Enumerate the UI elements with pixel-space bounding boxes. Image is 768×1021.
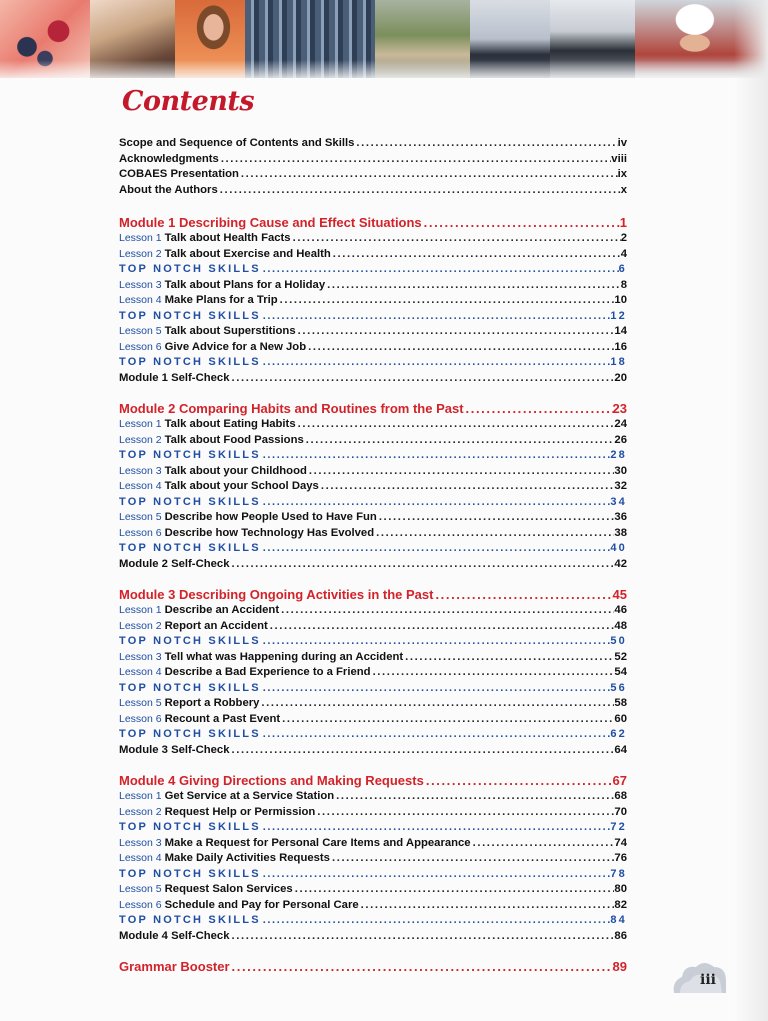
leader-dots	[330, 852, 614, 864]
page-ref: 28	[610, 449, 627, 461]
leader-dots	[261, 914, 611, 926]
lesson-number: Lesson 6	[119, 526, 162, 539]
entry-label	[119, 168, 239, 180]
page-ref: 36	[614, 511, 627, 523]
leader-dots	[354, 137, 617, 149]
entry-label	[119, 587, 433, 602]
entry-label	[119, 325, 296, 337]
entry-label	[119, 294, 278, 306]
toc-entry	[119, 790, 627, 806]
toc-entry	[119, 341, 627, 357]
page-ref: 8	[620, 278, 627, 291]
lesson-number: Lesson 2	[119, 805, 162, 818]
page-ref: 64	[614, 743, 627, 756]
entry-label	[119, 434, 304, 446]
entry-text: Module 3 Describing Ongoing Activities in the Past	[119, 587, 434, 602]
leader-dots	[239, 168, 618, 180]
leader-dots	[293, 883, 615, 895]
entry-text: Talk about Health Facts	[164, 232, 291, 244]
entry-text: Module 1 Self-Check	[119, 371, 230, 384]
entry-text: TOP NOTCH SKILLS	[119, 728, 261, 740]
page-ref: 46	[614, 604, 627, 616]
toc-entry	[119, 666, 627, 682]
toc-entry	[119, 372, 627, 388]
entry-label	[119, 465, 307, 477]
entry-text: Describe an Accident	[164, 604, 280, 616]
entry-label	[119, 806, 315, 818]
entry-text: TOP NOTCH SKILLS	[119, 495, 261, 508]
page-ref: 78	[610, 867, 627, 880]
entry-text: Recount a Past Event	[164, 712, 281, 725]
leader-dots	[291, 232, 621, 244]
top-notch-skills-entry	[119, 356, 627, 372]
lesson-number: Lesson 1	[119, 790, 162, 802]
top-notch-skills-entry	[119, 728, 627, 744]
entry-label	[119, 666, 371, 678]
page-ref: 52	[614, 650, 627, 663]
page-ref: 12	[610, 309, 627, 322]
top-notch-skills-entry	[119, 682, 627, 698]
entry-text: Request Help or Permission	[164, 805, 316, 818]
leader-dots	[229, 372, 614, 384]
lesson-number: Lesson 6	[119, 712, 162, 725]
entry-label	[119, 527, 374, 539]
toc-entry	[119, 153, 627, 169]
entry-text: Describe how Technology Has Evolved	[164, 526, 375, 539]
toc-entry	[119, 527, 627, 543]
toc-entry	[119, 325, 627, 341]
toc-entry	[119, 899, 627, 915]
page-ref: 72	[610, 821, 627, 833]
top-notch-skills-entry	[119, 263, 627, 279]
leader-dots	[306, 341, 614, 353]
entry-text: TOP NOTCH SKILLS	[119, 263, 261, 275]
entry-label	[119, 728, 261, 740]
lesson-number: Lesson 5	[119, 883, 162, 895]
entry-label	[119, 713, 280, 725]
entry-label	[119, 914, 261, 926]
entry-text: Talk about your School Days	[164, 480, 319, 492]
module-heading	[119, 215, 627, 232]
entry-text: TOP NOTCH SKILLS	[119, 914, 261, 926]
lesson-number: Lesson 2	[119, 433, 162, 446]
leader-dots	[261, 682, 611, 694]
leader-dots	[261, 310, 611, 322]
toc-entry	[119, 168, 627, 184]
page-ref: iv	[617, 137, 627, 149]
page-ref: 24	[614, 418, 627, 430]
entry-label	[119, 868, 261, 880]
entry-text: Grammar Booster	[119, 959, 230, 974]
entry-label	[119, 310, 261, 322]
entry-text: TOP NOTCH SKILLS	[119, 449, 261, 461]
entry-label	[119, 852, 330, 864]
page-ref: 60	[614, 712, 627, 725]
leader-dots	[230, 959, 613, 974]
entry-text: Module 1 Describing Cause and Effect Situations	[119, 215, 422, 230]
leader-dots	[296, 325, 615, 337]
entry-label	[119, 511, 377, 523]
lesson-number: Lesson 3	[119, 650, 162, 663]
page-ref: 42	[614, 557, 627, 570]
leader-dots	[464, 401, 613, 416]
toc-entry	[119, 184, 627, 200]
entry-label	[119, 372, 229, 384]
page-ref: 18	[610, 356, 627, 368]
page-ref: 68	[614, 790, 627, 802]
page-corner-decoration	[668, 955, 728, 995]
entry-label	[119, 153, 219, 165]
leader-dots	[261, 821, 611, 833]
entry-label	[119, 263, 261, 275]
page-ref: 2	[620, 232, 627, 244]
lesson-number: Lesson 5	[119, 325, 162, 337]
entry-label	[119, 418, 296, 430]
module-heading	[119, 401, 627, 418]
lesson-number: Lesson 3	[119, 464, 162, 477]
toc-entry	[119, 651, 627, 667]
entry-text: Request Salon Services	[164, 883, 293, 895]
entry-label	[119, 215, 422, 230]
entry-label	[119, 279, 325, 291]
entry-label	[119, 480, 319, 492]
page-ref: 4	[620, 247, 627, 260]
entry-label	[119, 682, 261, 694]
entry-label	[119, 773, 424, 788]
toc-entry	[119, 511, 627, 527]
leader-dots	[471, 837, 615, 849]
leader-dots	[304, 434, 615, 446]
leader-dots	[218, 184, 621, 196]
entry-text: Module 4 Self-Check	[119, 929, 230, 942]
table-of-contents	[119, 137, 627, 976]
leader-dots	[315, 806, 614, 818]
toc-entry	[119, 620, 627, 636]
entry-label	[119, 356, 261, 368]
page-ref: 40	[610, 542, 627, 554]
entry-text: Make a Request for Personal Care Items and Appearance	[164, 836, 471, 849]
entry-text: TOP NOTCH SKILLS	[119, 681, 261, 694]
leader-dots	[307, 465, 615, 477]
leader-dots	[261, 496, 611, 508]
top-notch-skills-entry	[119, 542, 627, 558]
entry-label	[119, 137, 354, 149]
entry-text: Talk about Plans for a Holiday	[164, 278, 326, 291]
lesson-number: Lesson 4	[119, 852, 162, 864]
entry-text: Describe how People Used to Have Fun	[164, 511, 377, 523]
entry-text: Talk about your Childhood	[164, 464, 307, 477]
entry-text: TOP NOTCH SKILLS	[119, 356, 261, 368]
entry-text: Acknowledgments	[119, 152, 219, 165]
toc-entry	[119, 465, 627, 481]
leader-dots	[261, 356, 611, 368]
toc-entry	[119, 480, 627, 496]
entry-label	[119, 232, 291, 244]
entry-label	[119, 883, 293, 895]
lesson-number: Lesson 4	[119, 666, 162, 678]
entry-label	[119, 790, 334, 802]
lesson-number: Lesson 6	[119, 340, 162, 353]
photo-banner	[0, 0, 768, 78]
leader-dots	[261, 449, 611, 461]
page-ref: 38	[614, 526, 627, 539]
page-ref: 62	[610, 728, 627, 740]
top-notch-skills-entry	[119, 496, 627, 512]
entry-label	[119, 635, 261, 647]
page-ref: 26	[614, 433, 627, 446]
page-ref: viii	[611, 152, 627, 165]
entry-text: TOP NOTCH SKILLS	[119, 867, 261, 880]
leader-dots	[229, 558, 614, 570]
leader-dots	[422, 215, 620, 230]
top-notch-skills-entry	[119, 868, 627, 884]
entry-label	[119, 959, 230, 974]
page-ref: 58	[614, 697, 627, 709]
entry-text: Module 3 Self-Check	[119, 743, 230, 756]
entry-text: COBAES Presentation	[119, 168, 239, 180]
entry-label	[119, 449, 261, 461]
leader-dots	[229, 930, 614, 942]
entry-text: Talk about Exercise and Health	[164, 247, 331, 260]
page-ref: 20	[614, 371, 627, 384]
lesson-number: Lesson 2	[119, 247, 162, 260]
entry-label	[119, 401, 464, 416]
page-ref: 1	[619, 215, 627, 230]
lesson-number: Lesson 1	[119, 232, 162, 244]
leader-dots	[259, 697, 614, 709]
leader-dots	[403, 651, 614, 663]
entry-label	[119, 930, 229, 942]
top-notch-skills-entry	[119, 310, 627, 326]
page-ref: 84	[610, 914, 627, 926]
page-ref: 76	[614, 852, 627, 864]
entry-label	[119, 604, 279, 616]
entry-text: Scope and Sequence of Contents and Skills	[119, 137, 355, 149]
entry-text: TOP NOTCH SKILLS	[119, 821, 261, 833]
entry-text: Report an Accident	[164, 619, 268, 632]
page-title: Contents	[122, 86, 255, 117]
page-ref: ix	[617, 168, 627, 180]
toc-entry	[119, 837, 627, 853]
entry-text: Module 2 Comparing Habits and Routines from the Past	[119, 401, 464, 416]
leader-dots	[331, 248, 621, 260]
leader-dots	[433, 587, 612, 602]
banner-fade	[0, 60, 768, 78]
entry-label	[119, 697, 259, 709]
entry-text: Report a Robbery	[164, 697, 260, 709]
entry-label	[119, 821, 261, 833]
entry-text: Talk about Superstitions	[164, 325, 296, 337]
page-ref: x	[620, 183, 627, 196]
leader-dots	[325, 279, 621, 291]
leader-dots	[377, 511, 615, 523]
toc-entry	[119, 294, 627, 310]
lesson-number: Lesson 4	[119, 294, 162, 306]
page-ref: 45	[612, 587, 627, 602]
toc-entry	[119, 806, 627, 822]
leader-dots	[296, 418, 615, 430]
page-ref: 74	[614, 836, 627, 849]
leader-dots	[374, 527, 614, 539]
page-ref: 89	[612, 959, 627, 974]
lesson-number: Lesson 1	[119, 604, 162, 616]
lesson-number: Lesson 2	[119, 619, 162, 632]
lesson-number: Lesson 5	[119, 511, 162, 523]
leader-dots	[280, 713, 614, 725]
page-ref: 10	[614, 294, 627, 306]
toc-entry	[119, 930, 627, 946]
entry-label	[119, 620, 268, 632]
entry-label	[119, 248, 331, 260]
entry-text: Schedule and Pay for Personal Care	[164, 898, 359, 911]
page-ref: 32	[614, 480, 627, 492]
page-ref: 54	[614, 666, 627, 678]
entry-text: TOP NOTCH SKILLS	[119, 542, 261, 554]
lesson-number: Lesson 4	[119, 480, 162, 492]
toc-entry	[119, 434, 627, 450]
leader-dots	[359, 899, 615, 911]
entry-label	[119, 496, 261, 508]
page-ref: 80	[614, 883, 627, 895]
toc-entry	[119, 883, 627, 899]
entry-text: Make Daily Activities Requests	[164, 852, 330, 864]
entry-text: TOP NOTCH SKILLS	[119, 635, 261, 647]
toc-entry	[119, 744, 627, 760]
page-ref: 23	[612, 401, 627, 416]
page-ref: 34	[610, 495, 627, 508]
leader-dots	[268, 620, 615, 632]
top-notch-skills-entry	[119, 449, 627, 465]
page-ref: 14	[614, 325, 627, 337]
top-notch-skills-entry	[119, 635, 627, 651]
leader-dots	[261, 868, 611, 880]
toc-entry	[119, 137, 627, 153]
leader-dots	[219, 153, 611, 165]
entry-text: Give Advice for a New Job	[164, 340, 307, 353]
toc-entry	[119, 248, 627, 264]
lesson-number: Lesson 5	[119, 697, 162, 709]
entry-text: Module 2 Self-Check	[119, 557, 230, 570]
entry-text: Make Plans for a Trip	[164, 294, 278, 306]
entry-text: Describe a Bad Experience to a Friend	[164, 666, 371, 678]
page-ref: 48	[614, 619, 627, 632]
entry-label	[119, 542, 261, 554]
entry-label	[119, 558, 229, 570]
toc-entry	[119, 852, 627, 868]
leader-dots	[424, 773, 613, 788]
entry-text: Module 4 Giving Directions and Making Requests	[119, 773, 424, 788]
entry-label	[119, 837, 471, 849]
toc-entry	[119, 713, 627, 729]
toc-entry	[119, 697, 627, 713]
entry-label	[119, 651, 403, 663]
entry-text: Get Service at a Service Station	[164, 790, 335, 802]
entry-text: Talk about Food Passions	[164, 433, 304, 446]
page-ref: 67	[612, 773, 627, 788]
top-notch-skills-entry	[119, 914, 627, 930]
page-spine-shadow	[734, 0, 768, 1021]
lesson-number: Lesson 1	[119, 418, 162, 430]
page-ref: 56	[610, 681, 627, 694]
page-ref: 82	[614, 898, 627, 911]
page-ref: 6	[618, 263, 627, 275]
entry-text: Talk about Eating Habits	[164, 418, 296, 430]
page-ref: 86	[614, 929, 627, 942]
module-heading	[119, 587, 627, 604]
leader-dots	[261, 542, 611, 554]
leader-dots	[334, 790, 614, 802]
entry-text: Tell what was Happening during an Accident	[164, 650, 404, 663]
lesson-number: Lesson 3	[119, 836, 162, 849]
leader-dots	[371, 666, 615, 678]
lesson-number: Lesson 3	[119, 278, 162, 291]
toc-entry	[119, 418, 627, 434]
leader-dots	[261, 635, 611, 647]
leader-dots	[229, 744, 614, 756]
page-number: iii	[700, 972, 716, 988]
top-notch-skills-entry	[119, 821, 627, 837]
module-heading	[119, 773, 627, 790]
lesson-number: Lesson 6	[119, 898, 162, 911]
entry-label	[119, 184, 218, 196]
leader-dots	[319, 480, 615, 492]
leader-dots	[261, 263, 619, 275]
toc-entry	[119, 604, 627, 620]
entry-text: TOP NOTCH SKILLS	[119, 309, 261, 322]
toc-entry	[119, 279, 627, 295]
toc-entry	[119, 232, 627, 248]
page-ref: 30	[614, 464, 627, 477]
entry-label	[119, 899, 359, 911]
entry-text: About the Authors	[119, 183, 218, 196]
entry-label	[119, 341, 306, 353]
page-ref: 16	[614, 340, 627, 353]
entry-label	[119, 744, 229, 756]
leader-dots	[261, 728, 611, 740]
page-ref: 70	[614, 805, 627, 818]
page-ref: 50	[610, 635, 627, 647]
toc-entry	[119, 558, 627, 574]
leader-dots	[278, 294, 615, 306]
grammar-booster-entry	[119, 959, 627, 976]
leader-dots	[279, 604, 614, 616]
